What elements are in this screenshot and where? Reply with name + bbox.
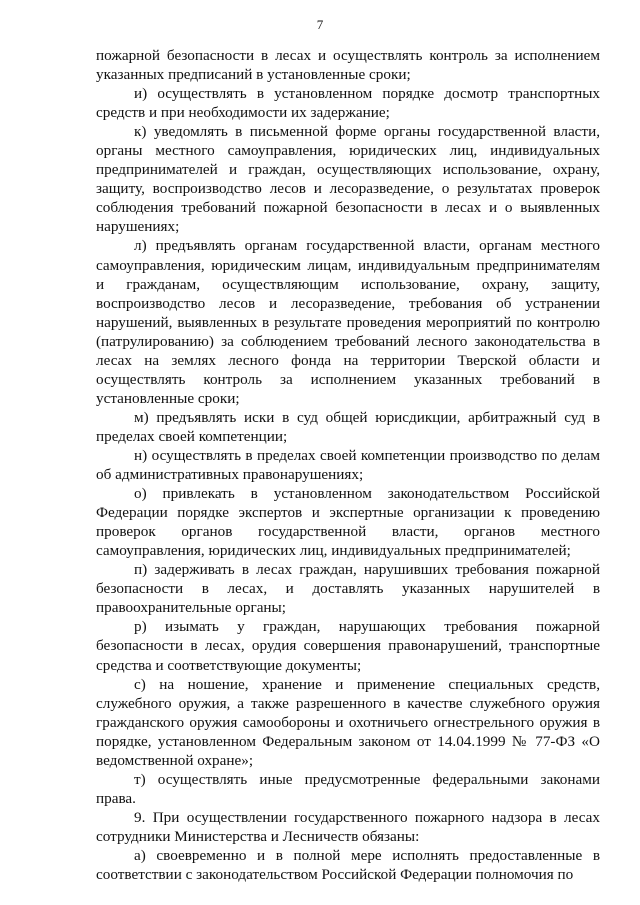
paragraph-item-k: к) уведомлять в письменной форме органы государственной власти, органы местного самоуправления, юридических лиц, индивидуальных предпринимателей и граждан, осуществляющих использование, охрану, защиту, воспроизводство лесов и лесоразведение, о результатах проверок соблюдения требований пожарной безопасности в лесах и о выявленных нарушениях;: [96, 123, 600, 236]
paragraph-item-t: т) осуществлять иные предусмотренные федеральными законами права.: [96, 770, 600, 807]
document-body: [96, 46, 600, 884]
paragraph-continuation: пожарной безопасности в лесах и осуществлять контроль за исполнением указанных предписаний в установленные сроки;: [96, 47, 600, 84]
paragraph-item-a: а) своевременно и в полной мере исполнять предоставленные в соответствии с законодательством Российской Федерации полномочия по: [96, 846, 600, 884]
paragraph-item-o: о) привлекать в установленном законодательством Российской Федерации порядке экспертов и экспертные организации к проведению проверок органов государственной власти, органов местного самоуправления, юридических лиц, индивидуальных предпринимателей;: [96, 485, 600, 560]
paragraph-section-9: 9. При осуществлении государственного пожарного надзора в лесах сотрудники Министерства и Лесничеств обязаны:: [96, 808, 600, 845]
paragraph-item-l: л) предъявлять органам государственной власти, органам местного самоуправления, юридическим лицам, индивидуальным предпринимателям и гражданам, осуществляющим использование, охрану, защиту, воспроизводство лесов и лесоразведение, требования об устранении нарушений, выявленных в результате проведения мероприятий по контролю (патрулированию) за соблюдением требований лесного законодательства в лесах на землях лесного фонда на территории Тверской области и осуществлять контроль за исполнением указанных требований в установленные сроки;: [96, 237, 600, 407]
paragraph-item-i: и) осуществлять в установленном порядке досмотр транспортных средств и при необходимости их задержание;: [96, 85, 600, 122]
page-number: 7: [316, 17, 324, 32]
paragraph-item-r: р) изымать у граждан, нарушающих требования пожарной безопасности в лесах, орудия совершения правонарушений, транспортные средства и соответствующие документы;: [96, 618, 600, 674]
paragraph-item-n: н) осуществлять в пределах своей компетенции производство по делам об административных правонарушениях;: [96, 446, 600, 484]
paragraph-item-p: п) задерживать в лесах граждан, нарушивших требования пожарной безопасности в лесах, и доставлять указанных нарушителей в правоохранительные органы;: [96, 561, 600, 617]
paragraph-item-s: с) на ношение, хранение и применение специальных средств, служебного оружия, а также разрешенного в качестве служебного оружия гражданского оружия самообороны и охотничьего огнестрельного оружия в порядке, установленном Федеральным законом от 14.04.1999 № 77-ФЗ «О ведомственной охране»;: [96, 675, 600, 769]
paragraph-item-m: м) предъявлять иски в суд общей юрисдикции, арбитражный суд в пределах своей компетенции;: [96, 408, 600, 445]
